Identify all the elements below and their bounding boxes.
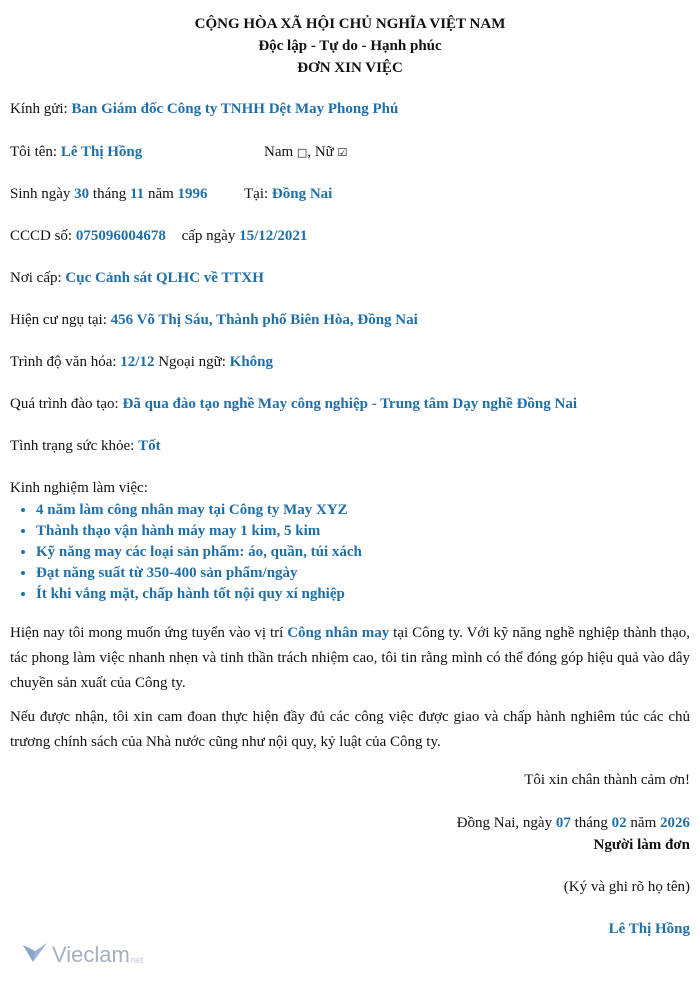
id-card-issued-date: 15/12/2021 <box>239 228 308 244</box>
signer-title: Người làm đơn <box>593 837 690 853</box>
experience-item: • Ít khi vắng mặt, chấp hành tốt nội quy xí nghiệp <box>36 584 362 605</box>
watermark-brand: Vieclam <box>52 942 130 967</box>
vieclam-watermark <box>22 941 143 969</box>
experience-item: • Đạt năng suất từ 350-400 sản phẩm/ngày <box>36 563 362 584</box>
education-line <box>10 354 273 371</box>
training-value: Đã qua đào tạo nghề May công nghiệp - Trung tâm Dạy nghề Đồng Nai <box>122 396 577 412</box>
training-label: Quá trình đào tạo: <box>10 396 119 412</box>
address-label: Hiện cư ngụ tại: <box>10 312 107 328</box>
education-value: 12/12 <box>120 354 155 370</box>
application-paragraph <box>10 621 690 696</box>
experience-item: • Kỹ năng may các loại sản phẩm: áo, quần, túi xách <box>36 542 362 563</box>
address-value: 456 Võ Thị Sáu, Thành phố Biên Hòa, Đồng Nai <box>110 312 418 328</box>
experience-label: Kinh nghiệm làm việc: <box>10 480 148 496</box>
address-line <box>10 312 418 329</box>
birth-label: Sinh ngày <box>10 186 71 202</box>
gender-field: Nam □, Nữ ☑ <box>264 144 348 160</box>
name-label: Tôi tên: <box>10 144 58 160</box>
experience-item: • 4 năm làm công nhân may tại Công ty May XYZ <box>36 500 362 521</box>
date-year-label: năm <box>630 815 657 831</box>
health-line <box>10 438 161 455</box>
document-title: ĐƠN XIN VIỆC <box>297 60 403 76</box>
birth-year-label: năm <box>147 186 174 202</box>
date-month: 02 <box>611 815 627 831</box>
health-label: Tình trạng sức khỏe: <box>10 438 135 454</box>
id-card-issued-label: cấp ngày <box>181 228 236 244</box>
female-checkbox-checked-icon: ☑ <box>337 146 348 159</box>
national-motto: Độc lập - Tự do - Hạnh phúc <box>258 38 442 54</box>
id-card-line <box>10 228 307 245</box>
issued-by-label: Nơi cấp: <box>10 270 62 286</box>
experience-item: • Thành thạo vận hành máy may 1 kim, 5 kim <box>36 521 362 542</box>
birth-month-label: tháng <box>92 186 127 202</box>
recipient-line <box>10 101 398 118</box>
name-line <box>10 144 142 161</box>
commitment-paragraph: Nếu được nhận, tôi xin cam đoan thực hiện đầy đủ các công việc được giao và chấp hành nghiêm túc các chủ trương chính sách của Nhà nước cũng như nội quy, kỷ luật của Công ty. <box>10 709 690 750</box>
signature-note: (Ký và ghi rõ họ tên) <box>563 879 690 895</box>
date-line <box>457 815 690 832</box>
language-label: Ngoại ngữ: <box>158 354 226 370</box>
national-title: CỘNG HÒA XÃ HỘI CHỦ NGHĨA VIỆT NAM <box>194 16 506 32</box>
date-year: 2026 <box>660 815 690 831</box>
health-value: Tốt <box>138 438 161 454</box>
paragraph1-after: tại Công ty. Với kỹ năng nghề nghiệp thành thạo, tác phong làm việc nhanh nhẹn và tinh thần trách nhiệm cao, tôi tin rằng mình có thể đóng góp hiệu quả vào dây chuyền sản xuất của Công ty. <box>10 625 691 691</box>
training-line <box>10 396 577 413</box>
date-month-label: tháng <box>574 815 608 831</box>
gender-male-label: Nam <box>264 144 294 160</box>
date-day: 07 <box>555 815 571 831</box>
id-card-label: CCCD số: <box>10 228 73 244</box>
birth-place-label: Tại: <box>244 186 269 202</box>
thanks-line: Tôi xin chân thành cảm ơn! <box>524 772 690 788</box>
birth-day: 30 <box>74 186 90 202</box>
experience-list <box>18 500 362 605</box>
birth-month: 11 <box>130 186 145 202</box>
issued-by-value: Cục Cảnh sát QLHC về TTXH <box>65 270 264 286</box>
recipient-value: Ban Giám đốc Công ty TNHH Dệt May Phong Phú <box>71 101 399 117</box>
applied-position: Công nhân may <box>287 625 390 641</box>
signer-name: Lê Thị Hồng <box>608 921 690 937</box>
date-place: Đồng Nai, ngày <box>456 815 553 831</box>
male-checkbox-icon: □ <box>296 146 308 159</box>
language-value: Không <box>229 354 274 370</box>
birth-place-value: Đồng Nai <box>271 186 333 202</box>
birth-year: 1996 <box>177 186 208 202</box>
issued-by-line <box>10 270 264 287</box>
name-value: Lê Thị Hồng <box>60 144 143 160</box>
birth-place-field <box>244 186 332 203</box>
watermark-suffix: net <box>130 955 144 965</box>
recipient-label: Kính gửi: <box>10 101 68 117</box>
paragraph1-before: Hiện nay tôi mong muốn ứng tuyển vào vị trí <box>10 625 284 641</box>
vieclam-logo-icon <box>22 942 48 969</box>
birth-line <box>10 186 208 203</box>
education-label: Trình độ văn hóa: <box>10 354 117 370</box>
gender-female-label: Nữ <box>314 144 334 160</box>
id-card-number: 075096004678 <box>75 228 166 244</box>
